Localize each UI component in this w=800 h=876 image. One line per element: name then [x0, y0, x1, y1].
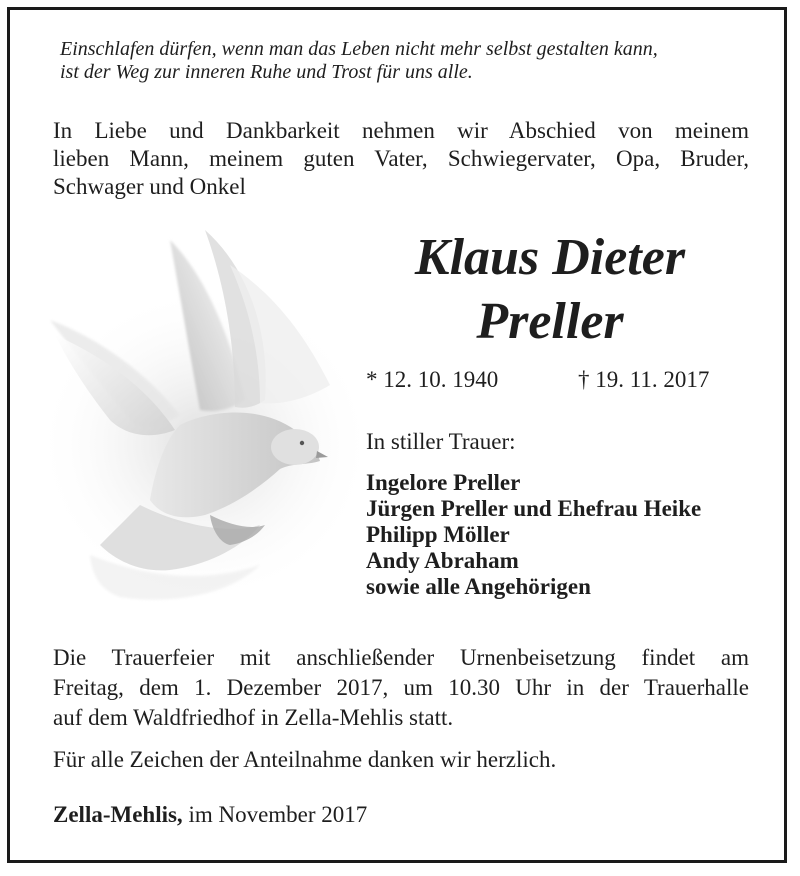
- birth-date: * 12. 10. 1940: [366, 367, 499, 392]
- signoff: [53, 801, 367, 829]
- motto-line-2: ist der Weg zur inneren Ruhe und Trost für uns alle.: [60, 61, 473, 83]
- deceased-name: [330, 226, 770, 354]
- mourner-name: Andy Abraham: [366, 548, 519, 573]
- intro-line-3: Schwager und Onkel: [53, 174, 246, 199]
- thanks-text: Für alle Zeichen der Anteilnahme danken wir herzlich.: [53, 747, 557, 772]
- ceremony-line-2: Freitag, dem 1. Dezember 2017, um 10.30 Uhr in der Trauerhalle: [53, 675, 749, 700]
- mourner-name: Philipp Möller: [366, 522, 510, 547]
- ceremony-text: [53, 643, 749, 733]
- signoff-place: Zella-Mehlis,: [53, 802, 183, 827]
- mourner-name: sowie alle Angehörigen: [366, 574, 591, 599]
- motto-line-1: Einschlafen dürfen, wenn man das Leben nicht mehr selbst gestalten kann,: [60, 38, 658, 60]
- intro-text: [53, 117, 749, 201]
- motto-quote: [60, 38, 760, 84]
- mourner-name: Jürgen Preller und Ehefrau Heike: [366, 496, 702, 521]
- mourning-heading: In stiller Trauer:: [366, 429, 516, 454]
- intro-line-1: In Liebe und Dankbarkeit nehmen wir Abschied von meinem: [53, 118, 749, 143]
- intro-line-2: lieben Mann, meinem guten Vater, Schwiegervater, Opa, Bruder,: [53, 146, 749, 171]
- mourner-name: Ingelore Preller: [366, 470, 521, 495]
- mourners-list: [366, 470, 701, 600]
- life-dates: [366, 366, 710, 394]
- deceased-first-names: Klaus Dieter: [414, 229, 686, 286]
- ceremony-line-1: Die Trauerfeier mit anschließender Urnenbeisetzung findet am: [53, 645, 749, 670]
- ceremony-line-3: auf dem Waldfriedhof in Zella-Mehlis statt.: [53, 705, 454, 730]
- signoff-date: im November 2017: [188, 802, 368, 827]
- deceased-surname: Preller: [476, 293, 624, 350]
- death-date: † 19. 11. 2017: [578, 367, 710, 392]
- dove-icon: [30, 225, 380, 610]
